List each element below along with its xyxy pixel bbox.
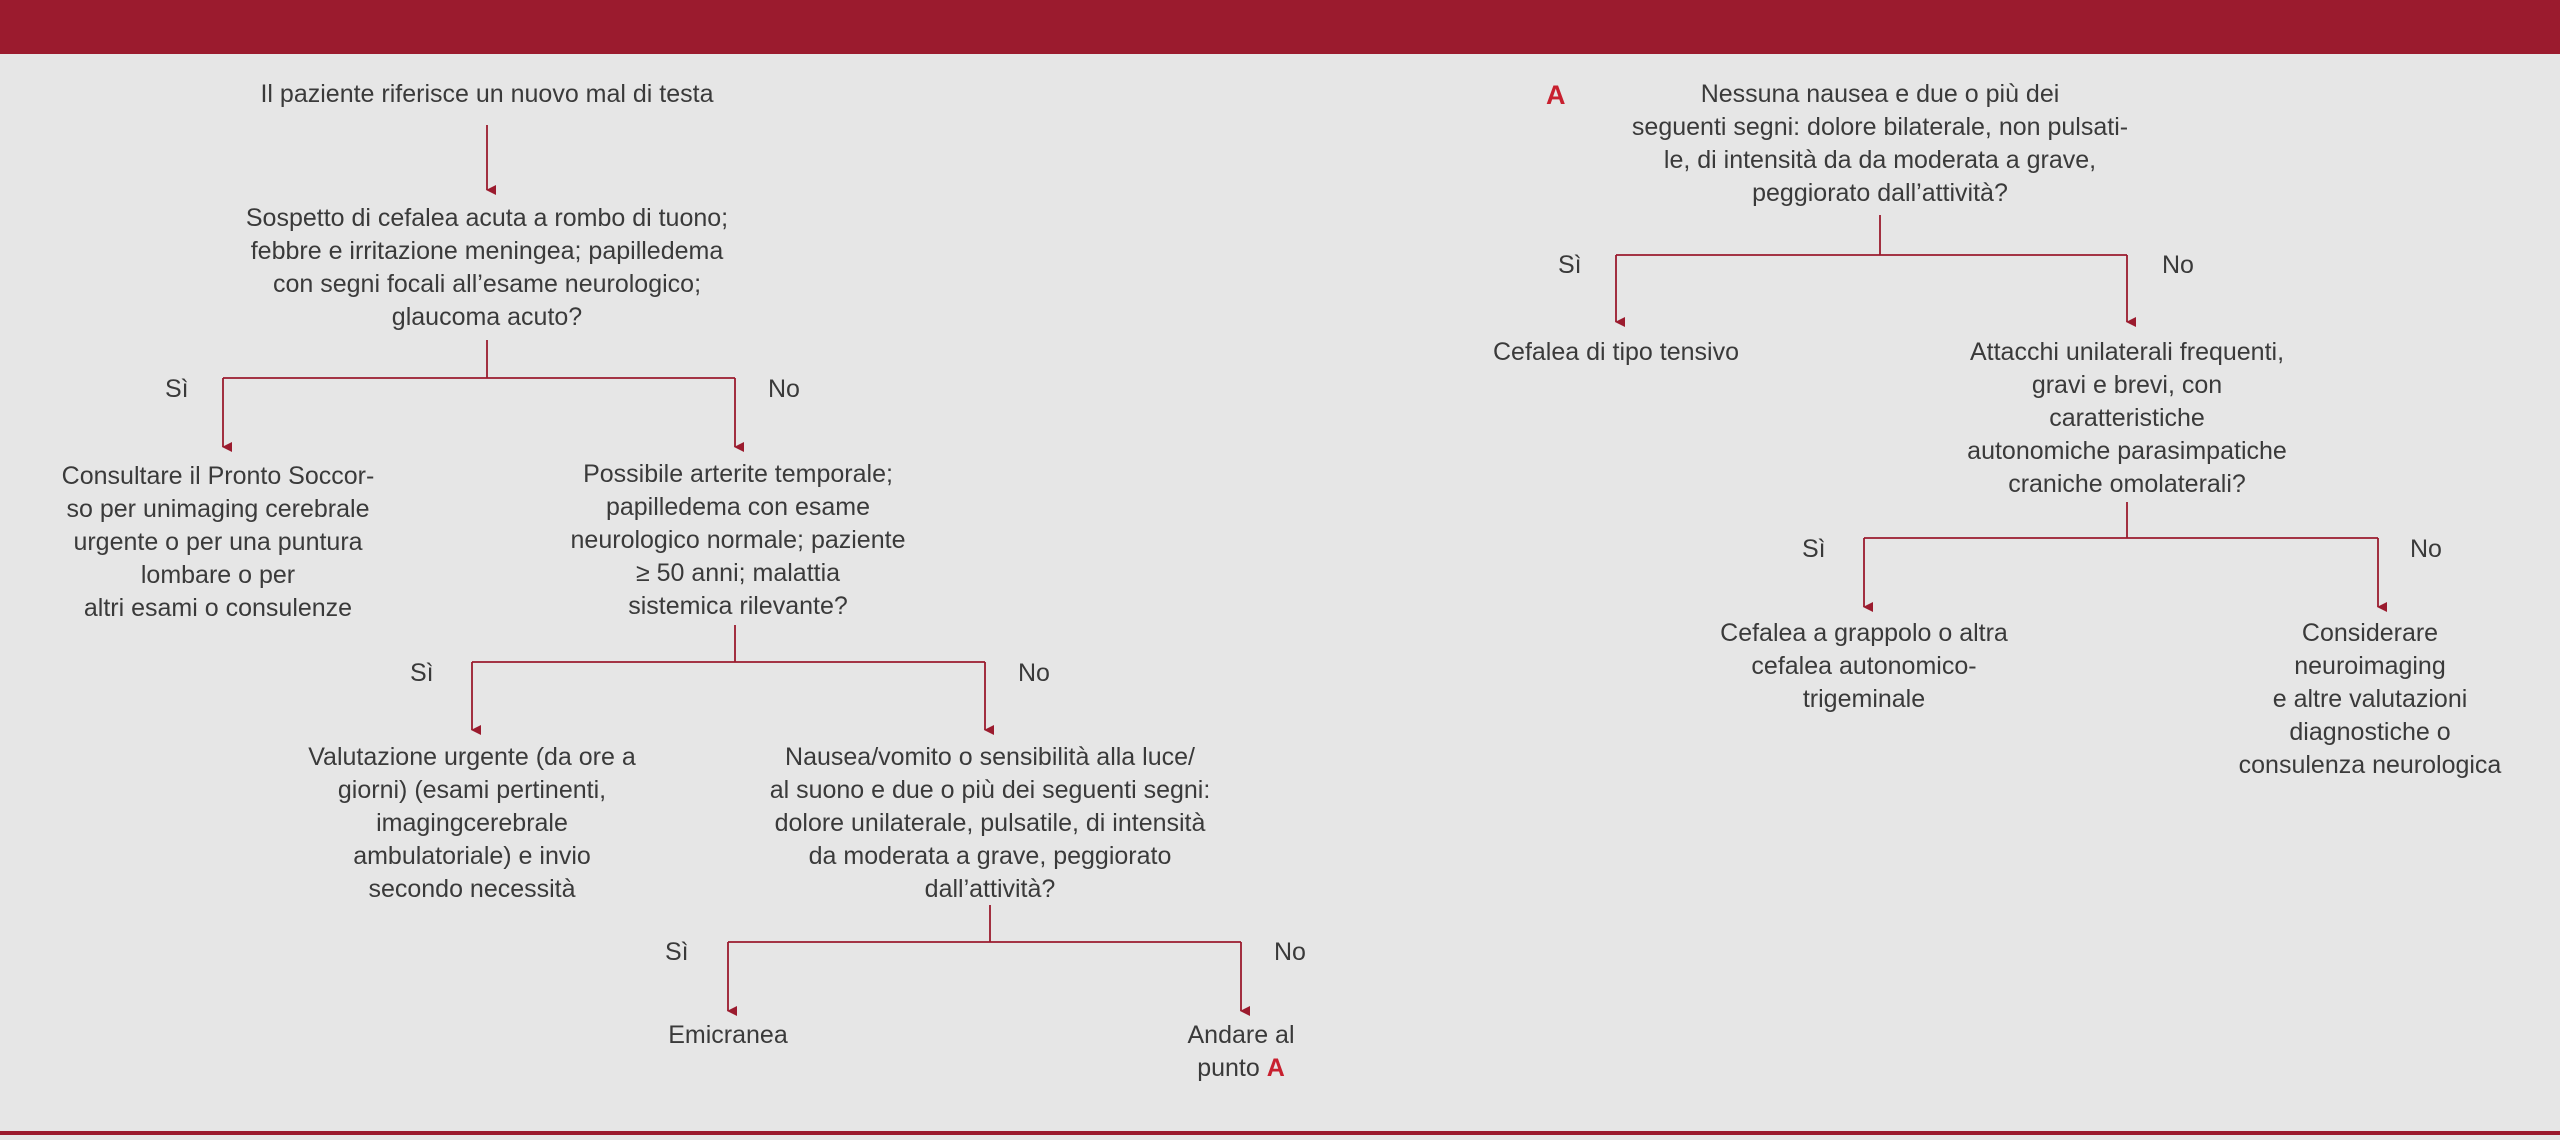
node-new-headache: Il paziente riferisce un nuovo mal di testa: [260, 80, 714, 108]
node-go-to-a: [1141, 1019, 1341, 1085]
label-no-q2: No: [1018, 659, 1050, 687]
label-no-qa: No: [2162, 251, 2194, 279]
node-urgent-evaluation: Valutazione urgente (da ore a giorni) (esami pertinenti, imagingcerebrale ambulatoriale) e invio secondo necessità: [308, 743, 636, 903]
label-yes-qa: Sì: [1558, 251, 1582, 279]
label-no-q1: No: [768, 375, 800, 403]
go-to-marker: A: [1266, 1054, 1285, 1082]
node-tension-headache: Cefalea di tipo tensivo: [1493, 338, 1739, 366]
footer-rule: [0, 1131, 2560, 1135]
label-no-q3: No: [1274, 938, 1306, 966]
label-no-qb: No: [2410, 535, 2442, 563]
section-a-marker: A: [1546, 80, 1566, 110]
node-question-migraine-signs: Nausea/vomito o sensibilità alla luce/ al suono e due o più dei seguenti segni: dolore unilaterale, pulsatile, di intensità da moderata a grave, peggiorato dall’attività?: [769, 743, 1211, 903]
label-yes-q3: Sì: [665, 938, 689, 966]
node-question-temporal-arteritis: Possibile arterite temporale; papilledema con esame neurologico normale; paziente ≥ 50 anni; malattia sistemica rilevante?: [570, 460, 906, 620]
node-question-tension: Nessuna nausea e due o più dei seguenti segni: dolore bilaterale, non pulsati- le, di intensità da da moderata a grave, peggiorato dall’attività?: [1631, 80, 2129, 207]
label-yes-qb: Sì: [1802, 535, 1826, 563]
node-consider-neuroimaging: Considerare neuroimaging e altre valutazioni diagnostiche o consulenza neurologica: [2238, 619, 2502, 779]
node-question-cluster: Attacchi unilaterali frequenti, gravi e brevi, con caratteristiche autonomiche parasimpatiche craniche omolaterali?: [1967, 338, 2287, 498]
node-cluster-headache: Cefalea a grappolo o altra cefalea autonomico- trigeminale: [1720, 619, 2008, 713]
node-question-thunderclap: Sospetto di cefalea acuta a rombo di tuono; febbre e irritazione meningea; papilledema con segni focali all’esame neurologico; glaucoma acuto?: [245, 204, 729, 331]
label-yes-q2: Sì: [410, 659, 434, 687]
go-to-text: Andare al punto: [1187, 1021, 1295, 1082]
node-emergency-room: Consultare il Pronto Soccor- so per unimaging cerebrale urgente o per una puntura lombare o per altri esami o consulenze: [61, 462, 375, 622]
node-migraine: Emicranea: [668, 1021, 788, 1049]
label-yes-q1: Sì: [165, 375, 189, 403]
